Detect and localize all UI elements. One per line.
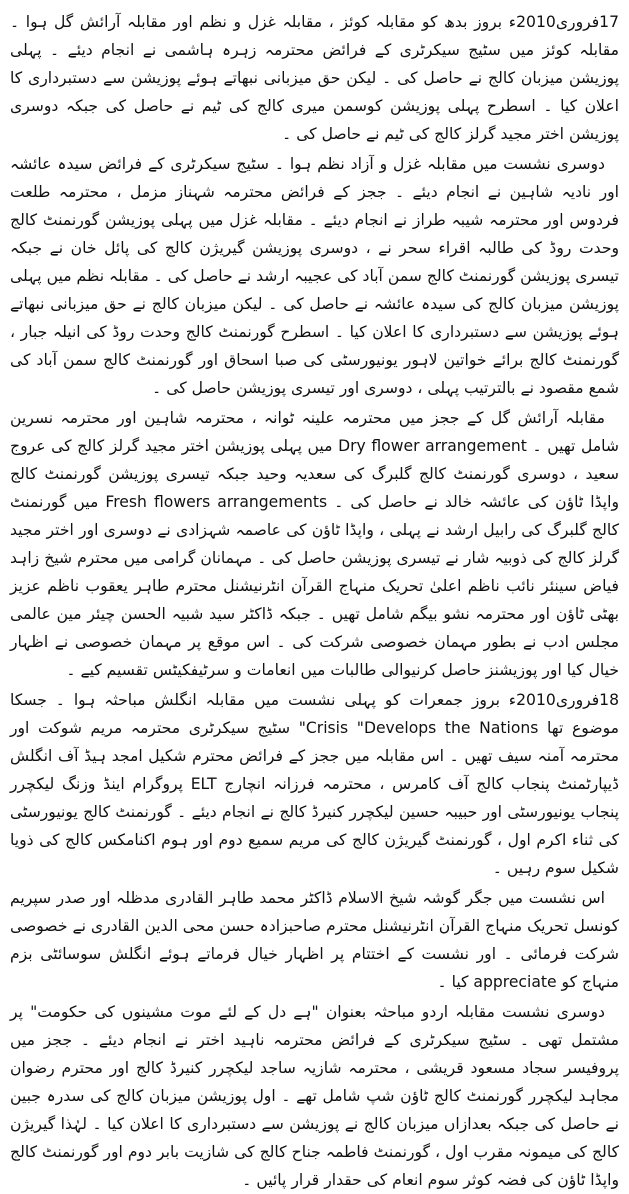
paragraph-ghazal-nazm-competition: دوسری نشست میں مقابلہ غزل و آزاد نظم ہوا ۔ سٹیج سیکرٹری کے فرائض سیدہ عائشہ اور نادیہ شاہین نے انجام دیئے ۔ ججز کے فرائض محترمہ شہناز مزمل ، محترمہ طلعت فردوس اور محترمہ شیبہ طراز نے انجام دیئے ۔ مقابلہ غزل میں پہلی پوزیشن گورنمنٹ کالج وحدت روڈ کی طالبہ اقراء سحر نے ، دوسری پوزیشن گیریژن کالج کی پائل خان نے جبکہ تیسری پوزیشن گورنمنٹ کالج سمن آباد کی عجیبہ ارشد نے حاصل کی ۔ مقابلہ نظم میں پہلی پوزیشن میزبان کالج کی سیدہ عائشہ نے حاصل کی ۔ لیکن میزبان کالج نے حق میزبانی نبھاتے ہوئے پوزیشن سے دستبرداری کا اعلان کیا ۔ اسطرح گورنمنٹ کالج وحدت روڈ کی انیلہ جبار ، گورنمنٹ کالج برائے خواتین لاہور یونیورسٹی کی صبا اسحاق اور گورنمنٹ کالج سمن آباد کی شمع مقصود نے بالترتیب پہلی ، دوسری اور تیسری پوزیشن حاصل کی ۔ [10, 155, 619, 397]
paragraph-flower-arrangement: مقابلہ آرائش گل کے ججز میں محترمہ علینہ ٹوانہ ، محترمہ شاہین اور محترمہ نسرین شامل تھیں ۔ Dry flower arrangement میں پہلی پوزیشن اختر مجید گرلز کالج کی عروج سعید ، دوسری گورنمنٹ کالج گلبرگ کی سعدیہ وحید جبکہ تیسری پوزیشن گورنمنٹ کالج واپڈا ٹاؤن کی عائشہ خالد نے حاصل کی ۔ Fresh flowers arrangements میں گورنمنٹ کالج گلبرگ کی رابیل ارشد نے پہلی ، واپڈا ٹاؤن کی عاصمہ شہزادی نے دوسری اور اختر مجید گرلز کالج کی ذوبیہ شار نے تیسری پوزیشن حاصل کی ۔ مہمانان گرامی میں محترم شیخ زاہد فیاض سینئر نائب ناظم اعلیٰ تحریک منہاج القرآن انٹرنیشنل محترم طاہر یعقوب ناظم عزیز بھٹی ٹاؤن اور محترمہ نشو بیگم شامل تھیں ۔ جبکہ ڈاکٹر سید شبیہ الحسن چیئر مین عالمی مجلس ادب نے بطور مہمان خصوصی شرکت کی ۔ اس موقع پر مہمان خصوصی نے اظہار خیال کیا اور پوزیشنز حاصل کرنیوالی طالبات میں انعامات و سرٹیفکیٹس تقسیم کیے ۔ [10, 409, 620, 679]
paragraph-urdu-debate: دوسری نشست مقابلہ اردو مباحثہ بعنوان "ہے دل کے لئے موت مشینوں کی حکومت" پر مشتمل تھی ۔ سٹیج سیکرٹری کے فرائض محترمہ ناہید اختر نے انجام دیئے ۔ ججز میں پروفیسر سجاد مسعود قریشی ، محترمہ شازیہ ساجد لیکچرر کنیرڈ کالج اور محترم رضوان مجاہد لیکچرر گورنمنٹ کالج ٹاؤن شپ شامل تھے ۔ اول پوزیشن میزبان کالج کی سدرہ جبین نے حاصل کی جبکہ بعدازاں میزبان کالج نے پوزیشن سے دستبرداری کا اعلان کیا ۔ لہٰذا گیریژن کالج کی میمونہ مقرب اول ، گورنمنٹ فاطمہ جناح کالج کی شازیت بابر دوم اور گورنمنٹ کالج واپڈا ٹاؤن کی فضہ کوثر سوم انعام کی حقدار قرار پائیں ۔ [10, 1003, 619, 1189]
paragraph-quiz-competition: 17فروری2010ء بروز بدھ کو مقابلہ کوئز ، مقابلہ غزل و نظم اور مقابلہ آرائش گل ہوا ۔ مقابلہ کوئز میں سٹیج سیکرٹری کے فرائض محترمہ زہرہ ہاشمی نے انجام دیئے ۔ پہلی پوزیشن میزبان کالج نے حاصل کی ۔ لیکن حق میزبانی نبھاتے ہوئے پوزیشن سے دستبرداری کا اعلان کیا ۔ اسطرح پہلی پوزیشن کوسمن میری کالج کی ٹیم نے حاصل کی جبکہ دوسری پوزیشن اختر مجید گرلز کالج کی ٹیم نے حاصل کی ۔ [10, 13, 619, 143]
paragraph-english-debate: 18فروری2010ء بروز جمعرات کو پہلی نشست میں مقابلہ انگلش مباحثہ ہوا ۔ جسکا موضوع تھا Crisis "Develops the Nations" سٹیج سیکرٹری محترمہ مریم شوکت اور محترمہ آمنہ سیف تھیں ۔ اس مقابلہ میں ججز کے فرائض محترم شکیل امجد ہیڈ آف انگلش ڈیپارٹمنٹ پنجاب کالج آف کامرس ، محترمہ فرزانہ انچارج ELT پروگرام اینڈ وزنگ لیکچرر پنجاب یونیورسٹی اور حبیبہ حسین لیکچرر کنیرڈ کالج نے انجام دیئے ۔ گورنمنٹ کالج یونیورسٹی کی ثناء اکرم اول ، گورنمنٹ گیریژن کالج کی مریم سمیع دوم اور ہوم اکنامکس کالج کی ذویا شکیل سوم رہیں ۔ [10, 691, 620, 877]
paragraph-special-guests: اس نشست میں جگر گوشہ شیخ الاسلام ڈاکٹر محمد طاہر القادری مدظلہ اور صدر سپریم کونسل تحریک منہاج القرآن انٹرنیشنل محترم صاحبزادہ حسن محی الدین القادری نے خصوصی شرکت فرمائی ۔ اور نشست کے اختتام پر اظہار خیال فرماتے ہوئے انگلش سوسائٹی بزم منہاج کو appreciate کیا ۔ [10, 889, 619, 991]
